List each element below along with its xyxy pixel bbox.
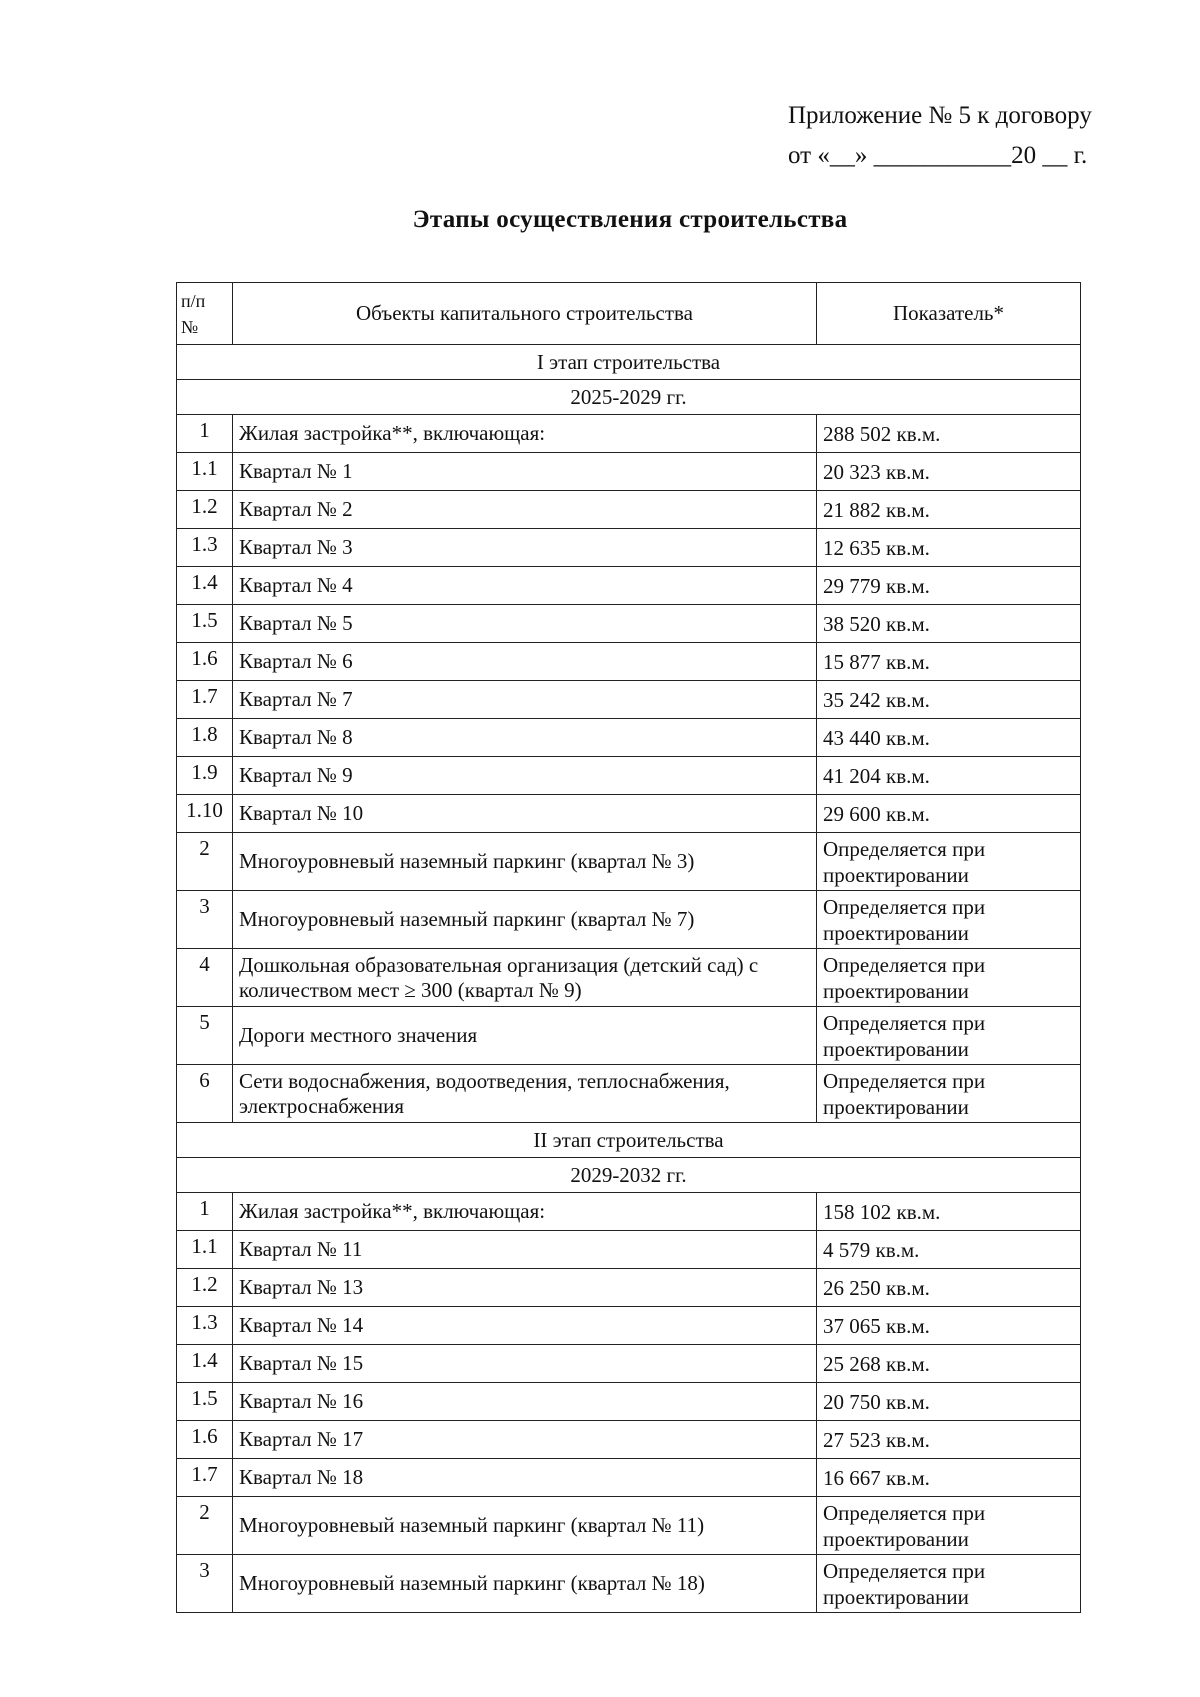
- row-indicator: 288 502 кв.м.: [817, 415, 1081, 453]
- row-number: 1.1: [177, 453, 233, 491]
- row-indicator: 38 520 кв.м.: [817, 605, 1081, 643]
- row-indicator: 20 323 кв.м.: [817, 453, 1081, 491]
- row-object: Многоуровневый наземный паркинг (квартал № 11): [233, 1497, 817, 1555]
- row-number: 1.3: [177, 529, 233, 567]
- table-row: [177, 833, 1081, 891]
- row-object: Квартал № 9: [233, 757, 817, 795]
- row-number: 1.4: [177, 567, 233, 605]
- stage-title-row: [177, 1123, 1081, 1158]
- row-object: Квартал № 7: [233, 681, 817, 719]
- row-object: Квартал № 14: [233, 1307, 817, 1345]
- table-row: [177, 757, 1081, 795]
- row-number: 1.9: [177, 757, 233, 795]
- row-number: 1: [177, 1193, 233, 1231]
- row-number: 1.5: [177, 605, 233, 643]
- table-row: [177, 605, 1081, 643]
- row-object: Дошкольная образовательная организация (детский сад) с количеством мест ≥ 300 (квартал № 9): [233, 949, 817, 1007]
- row-number: 2: [177, 833, 233, 891]
- row-object: Квартал № 11: [233, 1231, 817, 1269]
- table-row: [177, 643, 1081, 681]
- stage1-period: 2025-2029 гг.: [177, 380, 1081, 415]
- row-indicator: 27 523 кв.м.: [817, 1421, 1081, 1459]
- row-indicator: 12 635 кв.м.: [817, 529, 1081, 567]
- row-number: 1.7: [177, 681, 233, 719]
- row-indicator: 25 268 кв.м.: [817, 1345, 1081, 1383]
- row-indicator: 158 102 кв.м.: [817, 1193, 1081, 1231]
- stage1-title: I этап строительства: [177, 345, 1081, 380]
- row-object: Квартал № 17: [233, 1421, 817, 1459]
- row-number: 1.6: [177, 1421, 233, 1459]
- row-indicator: 4 579 кв.м.: [817, 1231, 1081, 1269]
- stage-title-row: [177, 345, 1081, 380]
- row-object: Многоуровневый наземный паркинг (квартал № 3): [233, 833, 817, 891]
- row-indicator: 41 204 кв.м.: [817, 757, 1081, 795]
- row-object: Жилая застройка**, включающая:: [233, 1193, 817, 1231]
- row-indicator: 37 065 кв.м.: [817, 1307, 1081, 1345]
- row-object: Квартал № 2: [233, 491, 817, 529]
- table-row: [177, 1193, 1081, 1231]
- row-object: Квартал № 5: [233, 605, 817, 643]
- header-number-line1: п/п: [181, 290, 206, 311]
- row-object: Квартал № 3: [233, 529, 817, 567]
- table-row: [177, 949, 1081, 1007]
- table-row: [177, 1345, 1081, 1383]
- row-object: Многоуровневый наземный паркинг (квартал № 7): [233, 891, 817, 949]
- row-indicator: Определяется при проектировании: [817, 833, 1081, 891]
- row-number: 1.6: [177, 643, 233, 681]
- appendix-date-line: от «__» ___________20 __ г.: [788, 142, 1088, 169]
- table-row: [177, 891, 1081, 949]
- row-indicator: 20 750 кв.м.: [817, 1383, 1081, 1421]
- appendix-reference: [788, 96, 1168, 176]
- header-number: [177, 283, 233, 345]
- row-indicator: 29 600 кв.м.: [817, 795, 1081, 833]
- row-object: Квартал № 1: [233, 453, 817, 491]
- row-number: 1.4: [177, 1345, 233, 1383]
- row-number: 1.1: [177, 1231, 233, 1269]
- table-row: [177, 1007, 1081, 1065]
- table-row: [177, 719, 1081, 757]
- table-row: [177, 567, 1081, 605]
- row-indicator: 26 250 кв.м.: [817, 1269, 1081, 1307]
- row-object: Жилая застройка**, включающая:: [233, 415, 817, 453]
- row-indicator: Определяется при проектировании: [817, 1555, 1081, 1613]
- row-number: 1.10: [177, 795, 233, 833]
- row-indicator: Определяется при проектировании: [817, 949, 1081, 1007]
- row-indicator: 43 440 кв.м.: [817, 719, 1081, 757]
- row-indicator: 15 877 кв.м.: [817, 643, 1081, 681]
- table-row: [177, 1421, 1081, 1459]
- table-header-row: [177, 283, 1081, 345]
- table-row: [177, 453, 1081, 491]
- row-number: 4: [177, 949, 233, 1007]
- row-indicator: 21 882 кв.м.: [817, 491, 1081, 529]
- table-row: [177, 1383, 1081, 1421]
- table-row: [177, 1269, 1081, 1307]
- row-number: 1.8: [177, 719, 233, 757]
- stage2-period: 2029-2032 гг.: [177, 1158, 1081, 1193]
- table-row: [177, 415, 1081, 453]
- row-object: Сети водоснабжения, водоотведения, теплоснабжения, электроснабжения: [233, 1065, 817, 1123]
- table-row: [177, 1459, 1081, 1497]
- row-number: 2: [177, 1497, 233, 1555]
- row-object: Квартал № 10: [233, 795, 817, 833]
- row-number: 1: [177, 415, 233, 453]
- table-row: [177, 681, 1081, 719]
- table-row: [177, 491, 1081, 529]
- row-number: 1.5: [177, 1383, 233, 1421]
- row-number: 5: [177, 1007, 233, 1065]
- table-row: [177, 1065, 1081, 1123]
- row-number: 1.2: [177, 1269, 233, 1307]
- row-number: 1.2: [177, 491, 233, 529]
- document-title: Этапы осуществления строительства: [412, 206, 848, 233]
- row-indicator: Определяется при проектировании: [817, 891, 1081, 949]
- stage-period-row: [177, 380, 1081, 415]
- row-object: Квартал № 8: [233, 719, 817, 757]
- construction-stages-table: [176, 282, 1081, 1613]
- row-object: Многоуровневый наземный паркинг (квартал № 18): [233, 1555, 817, 1613]
- row-object: Квартал № 18: [233, 1459, 817, 1497]
- row-number: 3: [177, 1555, 233, 1613]
- row-object: Квартал № 13: [233, 1269, 817, 1307]
- table-row: [177, 795, 1081, 833]
- row-object: Квартал № 16: [233, 1383, 817, 1421]
- stage-period-row: [177, 1158, 1081, 1193]
- table-row: [177, 529, 1081, 567]
- header-indicator: Показатель*: [817, 283, 1081, 345]
- row-number: 3: [177, 891, 233, 949]
- row-indicator: 29 779 кв.м.: [817, 567, 1081, 605]
- table-row: [177, 1307, 1081, 1345]
- row-object: Квартал № 4: [233, 567, 817, 605]
- header-object: Объекты капитального строительства: [233, 283, 817, 345]
- row-indicator: 16 667 кв.м.: [817, 1459, 1081, 1497]
- row-indicator: Определяется при проектировании: [817, 1065, 1081, 1123]
- table-row: [177, 1555, 1081, 1613]
- row-object: Квартал № 15: [233, 1345, 817, 1383]
- row-number: 6: [177, 1065, 233, 1123]
- table-body: [177, 345, 1081, 1613]
- row-indicator: 35 242 кв.м.: [817, 681, 1081, 719]
- row-object: Квартал № 6: [233, 643, 817, 681]
- appendix-line: Приложение № 5 к договору: [788, 102, 1092, 129]
- header-number-line2: №: [181, 316, 199, 337]
- row-indicator: Определяется при проектировании: [817, 1497, 1081, 1555]
- table-row: [177, 1497, 1081, 1555]
- row-indicator: Определяется при проектировании: [817, 1007, 1081, 1065]
- table-row: [177, 1231, 1081, 1269]
- row-number: 1.7: [177, 1459, 233, 1497]
- row-number: 1.3: [177, 1307, 233, 1345]
- stage2-title: II этап строительства: [177, 1123, 1081, 1158]
- row-object: Дороги местного значения: [233, 1007, 817, 1065]
